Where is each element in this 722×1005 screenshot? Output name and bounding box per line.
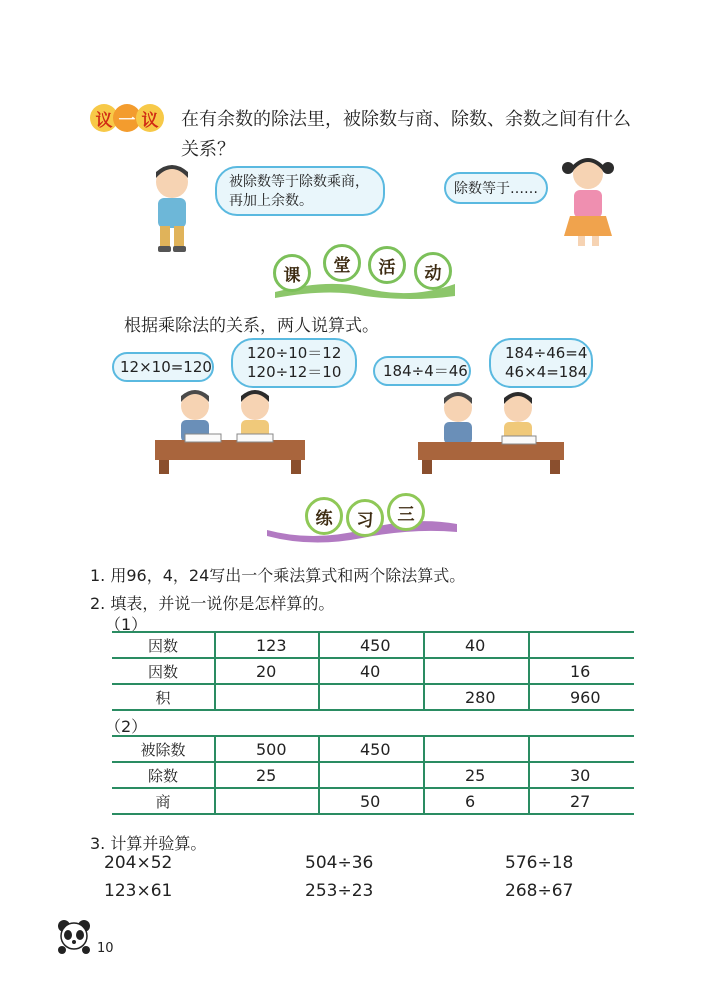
calc-item: 504÷36 — [305, 853, 374, 873]
table-row — [112, 632, 634, 658]
table-cell: 40 — [424, 632, 529, 658]
table-cell: 123 — [215, 632, 319, 658]
table-cell: 960 — [529, 684, 634, 710]
table-cell — [529, 736, 634, 762]
calc-item: 123×61 — [104, 881, 173, 901]
table-2 — [112, 735, 634, 815]
badge-char: 议 — [90, 104, 118, 132]
panda-icon — [54, 918, 94, 954]
table-cell — [529, 632, 634, 658]
part2-label: （2） — [105, 717, 148, 736]
boy-speech-bubble — [215, 166, 385, 216]
pair2-girl-bubble — [489, 338, 593, 388]
table-cell: 除数 — [112, 762, 215, 788]
badge-char: 议 — [136, 104, 164, 132]
badge-char: 一 — [113, 104, 141, 132]
table-cell: 因数 — [112, 632, 215, 658]
table-cell — [319, 762, 424, 788]
bubble-line: 120÷12＝10 — [247, 363, 342, 381]
activity-banner-char: 动 — [414, 252, 452, 290]
table-cell — [215, 684, 319, 710]
practice-banner-char: 习 — [346, 499, 384, 537]
table-cell: 450 — [319, 736, 424, 762]
table-cell — [215, 788, 319, 814]
table-cell: 积 — [112, 684, 215, 710]
table-cell: 被除数 — [112, 736, 215, 762]
table-cell: 25 — [215, 762, 319, 788]
pair1-boy-bubble: 12×10=120 — [112, 352, 214, 382]
part1-label: （1） — [105, 615, 148, 634]
question-line: 在有余数的除法里，被除数与商、除数、余数之间有什么 — [181, 109, 631, 130]
bubble-line: 再加上余数。 — [229, 193, 313, 209]
discuss-badge — [90, 104, 162, 132]
practice-banner-char: 三 — [387, 493, 425, 531]
table-cell: 6 — [424, 788, 529, 814]
table-cell: 450 — [319, 632, 424, 658]
girl-speech-bubble — [444, 172, 548, 204]
table-1 — [112, 631, 634, 711]
question-1: 1. 用96，4，24写出一个乘法算式和两个除法算式。 — [90, 566, 466, 585]
bubble-line: 除数等于…… — [454, 181, 538, 197]
table-cell: 500 — [215, 736, 319, 762]
table-row — [112, 658, 634, 684]
activity-banner-char: 堂 — [323, 244, 361, 282]
bubble-line: 184÷46=4 — [505, 344, 588, 362]
bubble-line: 120÷10＝12 — [247, 344, 342, 362]
pair2-illustration — [418, 384, 564, 474]
table-cell: 280 — [424, 684, 529, 710]
calc-item: 204×52 — [104, 853, 173, 873]
table-row — [112, 736, 634, 762]
table-cell: 40 — [319, 658, 424, 684]
question-3: 3. 计算并验算。 — [90, 834, 207, 853]
page-number: 10 — [97, 941, 114, 956]
question-2: 2. 填表，并说一说你是怎样算的。 — [90, 594, 335, 613]
table-cell: 16 — [529, 658, 634, 684]
calc-item: 576÷18 — [505, 853, 574, 873]
bubble-line: 被除数等于除数乘商， — [229, 174, 369, 190]
boy-illustration — [146, 160, 198, 256]
table-row — [112, 788, 634, 814]
table-row — [112, 762, 634, 788]
pair2-boy-bubble: 184÷4＝46 — [373, 356, 471, 386]
activity-intro: 根据乘除法的关系，两人说算式。 — [124, 316, 379, 336]
bubble-line: 46×4=184 — [505, 363, 588, 381]
table-cell: 27 — [529, 788, 634, 814]
activity-banner-char: 活 — [368, 246, 406, 284]
table-cell — [319, 684, 424, 710]
pair1-illustration — [155, 380, 305, 474]
table-cell: 25 — [424, 762, 529, 788]
table-cell: 商 — [112, 788, 215, 814]
calc-item: 268÷67 — [505, 881, 574, 901]
activity-banner-char: 课 — [273, 254, 311, 292]
table-cell — [424, 658, 529, 684]
girl-illustration — [556, 152, 620, 252]
table-cell: 因数 — [112, 658, 215, 684]
table-cell: 50 — [319, 788, 424, 814]
table-cell: 20 — [215, 658, 319, 684]
table-row — [112, 684, 634, 710]
table-cell — [424, 736, 529, 762]
table-cell: 30 — [529, 762, 634, 788]
question-line: 关系？ — [181, 139, 235, 160]
practice-banner-char: 练 — [305, 497, 343, 535]
calc-item: 253÷23 — [305, 881, 374, 901]
